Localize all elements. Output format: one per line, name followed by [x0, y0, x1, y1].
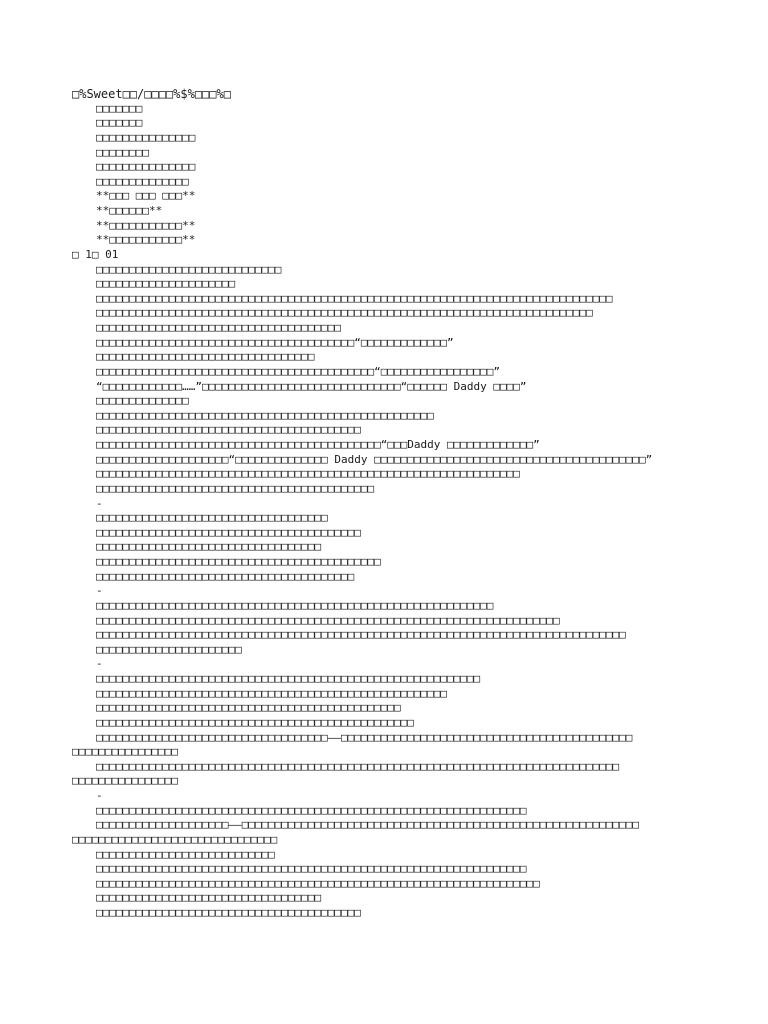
text-line: **□□□ □□□ □□□**: [96, 189, 196, 203]
text-line: □□□□□□□□□□□□□□□□□□□□□□□□□□□□□□□□□□□□□□□□□□□□□□□□□□□□□□□□□□□□: [96, 598, 494, 612]
text-line: □□□□□□□□□□□□□□: [96, 174, 189, 188]
text-line: -: [96, 789, 103, 802]
text-line: □□□□□□□□□□□□□□□□□□□□□□□□□□□□□□□□□□□□□□□□□□□□□□□□□□□□□□□□□□□□□□□□□: [96, 862, 527, 876]
text-line: □□□□□□□□□□□□□□□□□□□□□□□□□□□□□□□□□□□□□□□□□□□□□□□□□□□□□□□□□□: [96, 672, 481, 685]
text-line: □□□□□□□: [96, 101, 143, 115]
text-line: □□□□□□□□□□□□□□□: [96, 160, 196, 174]
text-line: □□□□□□□□□□□□□□□□□□□□□□□□□□□: [96, 847, 275, 861]
text-line: □□□□□□□□□□□□□□□□□□□□□□□□□□□□□□□□□□□□□: [96, 321, 342, 334]
text-line: □□□□□□□□□□□□□□□□□□□□□□□□□□□□□□□□□□□□□□□□□□□□□□□□□□□□□□□□□□□□□□□□□□□□□□□□□□□□□□□: [96, 759, 620, 773]
text-line: □□□□□□□□□□□□□□□□□□□□□□□□□□□□□□□□□□□□□□□□□□□□□□: [96, 701, 401, 715]
text-line: □□□□□□□□□□□□□□□□□□□□——□□□□□□□□□□□□□□□□□□□□□□□□□□□□□□□□□□□□□□□□□□□□□□□□□□□□□□□□□□□□: [96, 818, 640, 832]
text-line: □□□□□□□□□□□□□□□□□□□□□□□□□□□□□□□□□□□□□□□□□□□□□□□□□□□□□□□□□□□□□□□□□□□□□□□□□□□□□□□□: [96, 628, 626, 642]
text-line: □□□□□□□□□□□□□□□□□□□□□□□□□□□□□□□: [72, 832, 278, 846]
text-line: □□□□□□□□□□□□□□□□: [72, 774, 178, 788]
text-line: □□□□□□□□□□□□□□: [96, 394, 189, 408]
text-line: □□□□□□□□□□□□□□□□□□□□□□□□□□□□□□□□□□□□□□□□: [96, 525, 361, 539]
text-line: □□□□□□□□□□□□□□□□□□□□□□□□□□□□□□□□□□□□□□□□□□□□□□□□□□□□□□□□□□□□□□□□□□□□□□: [96, 613, 560, 627]
text-line: □□□□□□□□□□□□□□□□□□□□□□: [96, 642, 242, 656]
text-line: □□□□□□□□□□□□□□□□□□□□□□□□□□□□: [96, 262, 282, 276]
text-line: □□□□□□□□□□□□□□□□□□□□□□□□□□□□□□□□□□□□□□□□: [96, 423, 361, 437]
document-title: □%Sweet□□/□□□□%$%□□□%□: [72, 87, 231, 101]
text-line: □□□□□□□□□□□□□□□□□□□□□□□□□□□□□□□□□□□——□□□□□□□□□□□□□□□□□□□□□□□□□□□□□□□□□□□□□□□□□□□□: [96, 730, 633, 744]
text-line: □□□□□□□□□□□□□□□□□□□□□□□□□□□□□□□□□□□□□□□□□□□□□□□□□□□□□□□□□□□□□□□□□: [96, 803, 527, 817]
text-line: □□□□□□□□□□□□□□□□□□□□□□□□□□□□□□□□□□□□□□□□□□□□□□□□□□□□□□□□□□□□□□□□□□□: [96, 876, 540, 890]
text-line: □□□□□□□□□□□□□□□□□□□□□□□□□□□□□□□□□□□□□□□“□□□□□□□□□□□□□”: [96, 335, 454, 349]
text-line: □□□□□□□□□□□□□□□□□□□□□□□□□□□□□□□□□□□□□□□□: [96, 906, 361, 919]
text-line: □□□□□□□□□□□□□□□□□□□□□□□□□□□□□□□□□: [96, 350, 315, 364]
text-line: -: [96, 496, 103, 510]
text-line: □□□□□□□□□□□□□□□□□□□□□□□□□□□□□□□□□□□□□□□□□□□□□□□□□□□: [96, 408, 434, 422]
text-line: □□□□□□□□□□□□□□□□□□□□□□□□□□□□□□□□□□□□□□□□□□□□□□□□□□□□□□□□□□□□□□□□□□□□□□□□□□□: [96, 306, 593, 320]
text-line: □□□□□□□□□□□□□□□□□□□□□□□□□□□□□□□□□□□□□□□□□□□□□□□□□□□□□□□□□□□□□□□□: [96, 467, 520, 481]
text-line: **□□□□□□**: [96, 204, 163, 217]
text-line: □□□□□□□□□□□□□□□□: [72, 745, 178, 759]
text-line: □□□□□□□□□□□□□□□□□□□□□□□□□□□□□□□□□□□□□□□□□□□□□□□□□□□□□: [96, 686, 447, 700]
text-line: □□□□□□□□□□□□□□□□□□□□□□□□□□□□□□□□□□: [96, 891, 322, 905]
text-line: -: [96, 657, 103, 671]
text-line: “□□□□□□□□□□□□……”□□□□□□□□□□□□□□□□□□□□□□□□□□□□□□“□□□□□□ Daddy □□□□”: [96, 379, 527, 393]
text-line: □□□□□□□□: [96, 145, 149, 159]
text-line: □□□□□□□□□□□□□□□□□□□□□□□□□□□□□□□□□□: [96, 540, 322, 554]
text-line: □□□□□□□□□□□□□□□□□□□□□: [96, 277, 236, 291]
text-line: **□□□□□□□□□□□**: [96, 233, 196, 247]
text-line: □□□□□□□□□□□□□□□□□□□□□□□□□□□□□□□□□□□□□□□□□□“□□□□□□□□□□□□□□□□□”: [96, 364, 500, 378]
text-line: □□□□□□□□□□□□□□□□□□□□□□□□□□□□□□□□□□□: [96, 511, 328, 525]
text-line: □□□□□□□□□□□□□□□□□□□□□□□□□□□□□□□□□□□□□□□□□□: [96, 481, 375, 495]
text-line: **□□□□□□□□□□□**: [96, 218, 196, 232]
text-line: -: [96, 584, 103, 598]
text-line: □□□□□□□□□□□□□□□□□□□□□□□□□□□□□□□□□□□□□□□□□□□□□□□□: [96, 715, 414, 729]
text-line: □□□□□□□□□□□□□□□□□□□□□□□□□□□□□□□□□□□□□□□□□□□□□□□□□□□□□□□□□□□□□□□□□□□□□□□□□□□□□□: [96, 291, 613, 305]
text-line: □□□□□□□□□□□□□□□□□□□□□□□□□□□□□□□□□□□□□□□□□□□: [96, 555, 381, 568]
chapter-heading: □ 1□ 01: [72, 247, 119, 261]
text-line: □□□□□□□□□□□□□□□□□□□□□□□□□□□□□□□□□□□□□□□: [96, 569, 355, 583]
text-line: □□□□□□□□□□□□□□□□□□□□“□□□□□□□□□□□□□□ Daddy □□□□□□□□□□□□□□□□□□□□□□□□□□□□□□□□□□□□□□□□□”: [96, 452, 653, 466]
text-line: □□□□□□□: [96, 116, 143, 130]
text-line: □□□□□□□□□□□□□□□□□□□□□□□□□□□□□□□□□□□□□□□□□□□“□□□Daddy □□□□□□□□□□□□□”: [96, 438, 540, 451]
text-line: □□□□□□□□□□□□□□□: [96, 130, 196, 144]
document-body: [0, 87, 768, 921]
